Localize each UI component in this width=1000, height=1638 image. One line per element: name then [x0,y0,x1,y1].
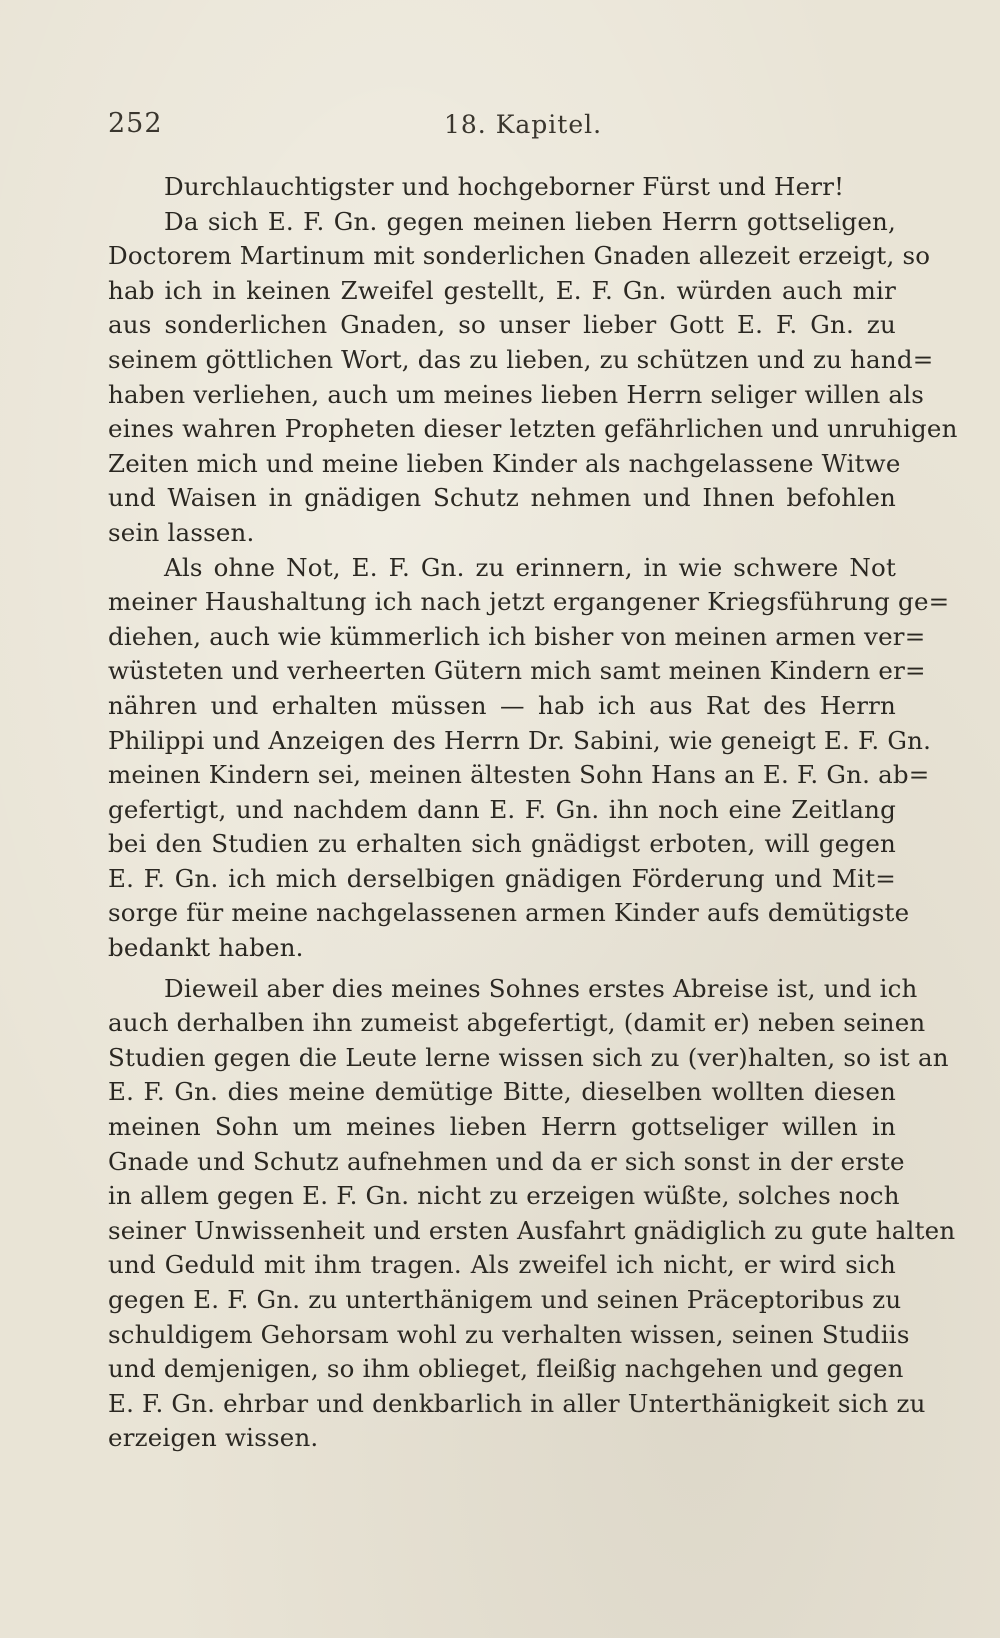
text-line: gefertigt, und nachdem dann E. F. Gn. ihn noch eine Zeitlang [108,794,896,824]
text-line: und Waisen in gnädigen Schutz nehmen und Ihnen befohlen [108,483,896,513]
text-line: gegen E. F. Gn. zu unterthänigem und seinen Präceptoribus zu [108,1285,902,1314]
text-line: bei den Studien zu erhalten sich gnädigst erboten, will gegen [108,829,896,859]
text-line: sein lassen. [108,517,255,547]
text-line: Dieweil aber dies meines Sohnes erstes Abreise ist, und ich [164,973,918,1003]
text-line: wüsteten und verheerten Gütern mich samt meinen Kindern er= [108,656,926,686]
text-line: E. F. Gn. ehrbar und denkbarlich in aller Unterthänigkeit sich zu [108,1388,926,1418]
running-head: 18. Kapitel. [444,110,603,139]
text-line: aus sonderlichen Gnaden, so unser lieber Gott E. F. Gn. zu [108,310,896,340]
text-line: Doctorem Martinum mit sonderlichen Gnaden allezeit erzeigt, so [108,241,931,271]
text-line: und Geduld mit ihm tragen. Als zweifel ich nicht, er wird sich [108,1250,896,1280]
text-line: haben verliehen, auch um meines lieben Herrn seliger willen als [108,379,925,409]
text-line: Als ohne Not, E. F. Gn. zu erinnern, in wie schwere Not [164,552,896,582]
text-line: bedankt haben. [108,933,304,963]
text-line: meinen Sohn um meines lieben Herrn gottseliger willen in [108,1112,896,1142]
text-line: meinen Kindern sei, meinen ältesten Sohn Hans an E. F. Gn. ab= [108,760,930,790]
text-line: Zeiten mich und meine lieben Kinder als nachgelassene Witwe [108,448,901,478]
text-line: E. F. Gn. ich mich derselbigen gnädigen Förderung und Mit= [108,863,896,893]
text-line: E. F. Gn. dies meine demütige Bitte, dieselben wollten diesen [108,1077,896,1107]
text-line: meiner Haushaltung ich nach jetzt ergangener Kriegsführung ge= [108,587,950,617]
page-number: 252 [108,108,163,139]
page-header [108,108,896,148]
text-line: eines wahren Propheten dieser letzten gefährlichen und unruhigen [108,414,958,444]
text-line: in allem gegen E. F. Gn. nicht zu erzeigen wüßte, solches noch [108,1181,900,1211]
body-text [108,170,958,1456]
text-line: und demjenigen, so ihm oblieget, fleißig nachgehen und gegen [108,1354,904,1384]
salutation-line: Durchlauchtigster und hochgeborner Fürst und Herr! [164,172,845,201]
text-line: sorge für meine nachgelassenen armen Kinder aufs demütigste [108,898,910,928]
text-line: hab ich in keinen Zweifel gestellt, E. F. Gn. würden auch mir [108,275,896,305]
text-line: erzeigen wissen. [108,1423,319,1453]
text-line: Da sich E. F. Gn. gegen meinen lieben Herrn gottseligen, [164,206,896,236]
text-line: Studien gegen die Leute lerne wissen sich zu (ver)halten, so ist an [108,1042,949,1072]
text-line: Gnade und Schutz aufnehmen und da er sich sonst in der erste [108,1146,905,1176]
text-line: auch derhalben ihn zumeist abgefertigt, (damit er) neben seinen [108,1008,926,1038]
text-line: seiner Unwissenheit und ersten Ausfahrt gnädiglich zu gute halten [108,1215,956,1245]
text-line: seinem göttlichen Wort, das zu lieben, zu schützen und zu hand= [108,344,934,374]
text-line: Philippi und Anzeigen des Herrn Dr. Sabini, wie geneigt E. F. Gn. [108,725,932,755]
text-line: schuldigem Gehorsam wohl zu verhalten wissen, seinen Studiis [108,1319,910,1349]
text-line: diehen, auch wie kümmerlich ich bisher von meinen armen ver= [108,621,926,651]
text-line: nähren und erhalten müssen — hab ich aus Rat des Herrn [108,690,896,720]
